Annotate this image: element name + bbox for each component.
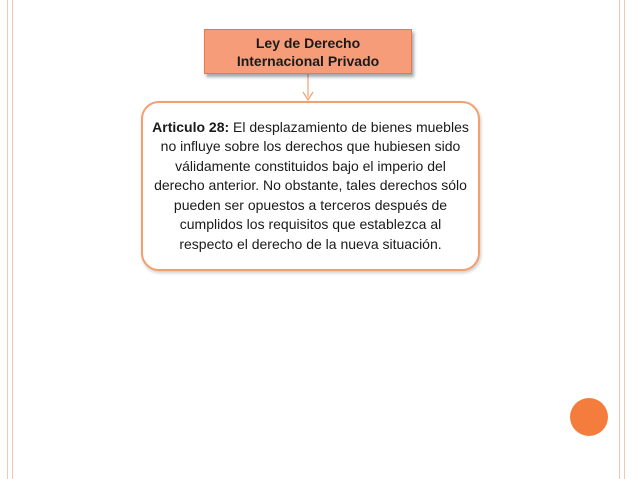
title-text: Ley de Derecho Internacional Privado — [236, 34, 380, 69]
accent-circle — [570, 398, 608, 436]
article-paragraph — [151, 118, 470, 255]
article-label: Articulo 28: — [152, 118, 230, 135]
title-box — [204, 29, 412, 74]
article-body: El desplazamiento de bienes muebles no influye sobre los derechos que hubiesen sido válidamente constituidos bajo el imperio del derecho anterior. No obstante, tales derechos sólo pueden ser opuestos a terceros después de cumplidos los requisitos que establezca al respecto el derecho de la nueva situación. — [154, 118, 469, 252]
article-box — [141, 101, 480, 271]
